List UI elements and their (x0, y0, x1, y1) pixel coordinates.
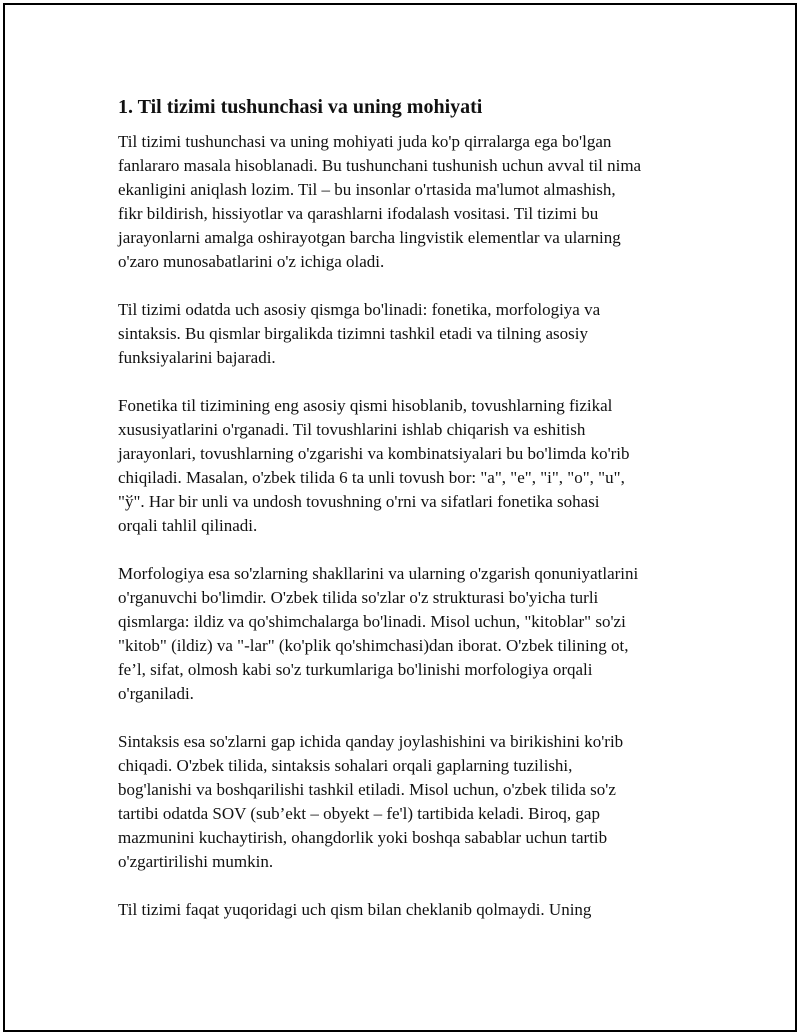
paragraph-syntax: Sintaksis esa so'zlarni gap ichida qanday joylashishini va birikishini ko'rib chiqadi. O'zbek tilida, sintaksis sohalari orqali gaplarning tuzilishi, bog'lanishi va boshqarilishi tashkil etiladi. Misol uchun, o'zbek tilida so'z tartibi odatda SOV (sub’ekt – obyekt – fe'l) tartibida keladi. Biroq, gap mazmunini kuchaytirish, ohangdorlik yoki boshqa sabablar uchun tartib o'zgartirilishi mumkin. (118, 732, 624, 871)
paragraph-morphology: Morfologiya esa so'zlarning shakllarini va ularning o'zgarish qonuniyatlarini o'rganuvchi bo'limdir. O'zbek tilida so'zlar o'z strukturasi bo'yicha turli qismlarga: ildiz va qo'shimchalarga bo'linadi. Misol uchun, "kitoblar" so'zi "kitob" (ildiz) va "-lar" (ko'plik qo'shimchasi)dan iborat. O'zbek tilining ot, fe’l, sifat, olmosh kabi so'z turkumlariga bo'linishi morfologiya orqali o'rganiladi. (118, 564, 639, 703)
paragraph-parts: Til tizimi odatda uch asosiy qismga bo'linadi: fonetika, morfologiya va sintaksis. Bu qismlar birgalikda tizimni tashkil etadi va tilning asosiy funksiyalarini bajaradi. (118, 300, 601, 367)
paragraph-phonetics: Fonetika til tizimining eng asosiy qismi hisoblanib, tovushlarning fizikal xususiyatlarini o'rganadi. Til tovushlarini ishlab chiqarish va eshitish jarayonlari, tovushlarning o'zgarishi va kombinatsiyalari bu bo'limda ko'rib chiqiladi. Masalan, o'zbek tilida 6 ta unli tovush bor: "a", "e", "i", "o", "u", "ў". Har bir unli va undosh tovushning o'rni va sifatlari fonetika sohasi orqali tahlil qilinadi. (118, 396, 630, 535)
document-body (118, 92, 703, 946)
paragraph-intro: Til tizimi tushunchasi va uning mohiyati juda ko'p qirralarga ega bo'lgan fanlararo masala hisoblanadi. Bu tushunchani tushunish uchun avval til nima ekanligini aniqlash lozim. Til – bu insonlar o'rtasida ma'lumot almashish, fikr bildirish, hissiyotlar va qarashlarni ifodalash vositasi. Til tizimi bu jarayonlarni amalga oshirayotgan barcha lingvistik elementlar va ularning o'zaro munosabatlarini o'z ichiga oladi. (118, 132, 642, 271)
section-heading: 1. Til tizimi tushunchasi va uning mohiyati (118, 96, 483, 118)
paragraph-continuation: Til tizimi faqat yuqoridagi uch qism bilan cheklanib qolmaydi. Uning (118, 900, 592, 919)
